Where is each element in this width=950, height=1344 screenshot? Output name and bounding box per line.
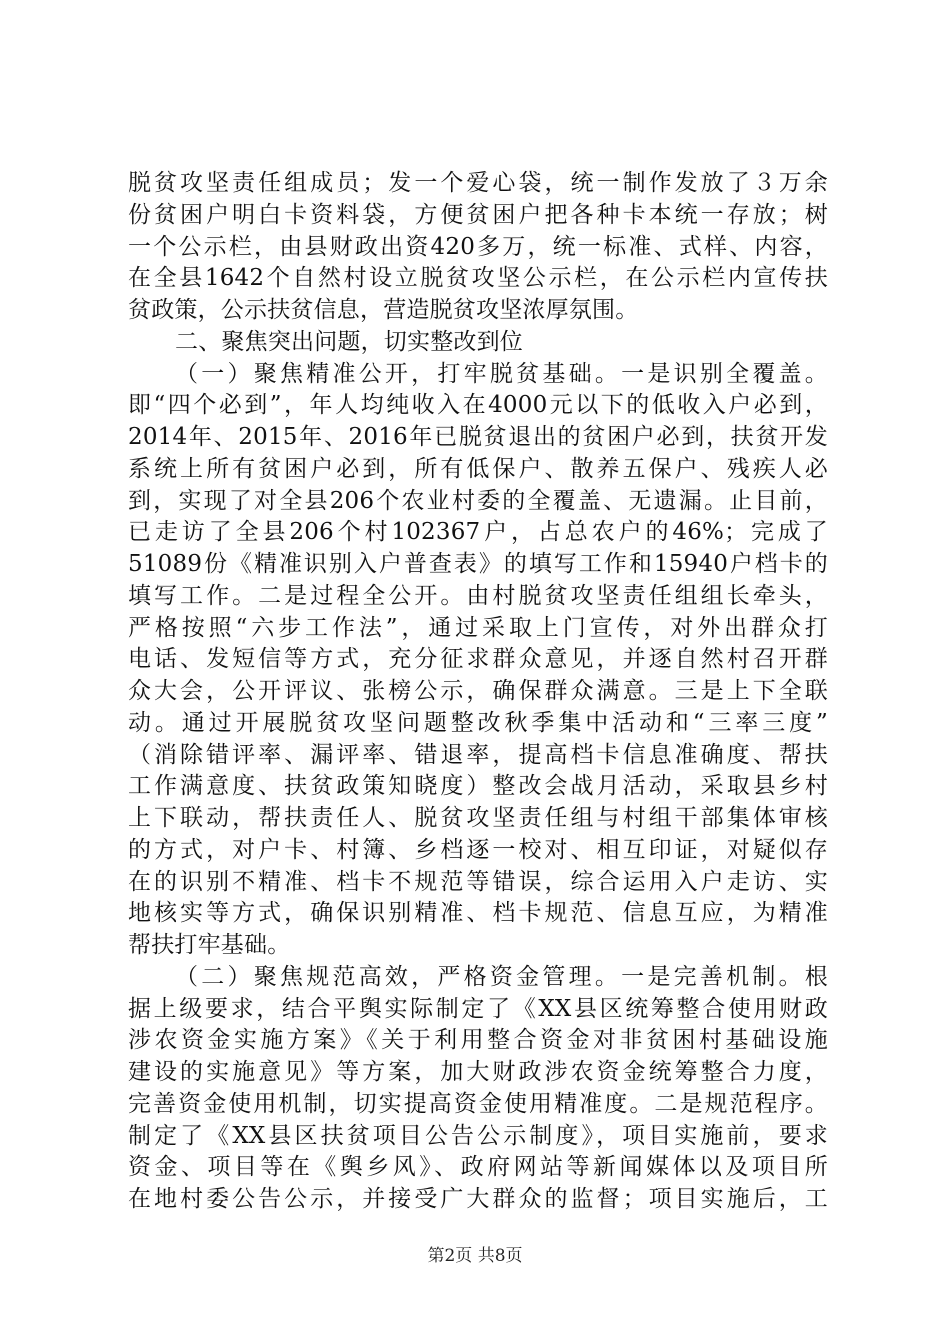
text-line: 系统上所有贫困户必到，所有低保户、散养五保户、残疾人必	[128, 455, 828, 482]
paragraph-start-line: （二）聚焦规范高效，严格资金管理。一是完善机制。根	[175, 963, 828, 990]
text-line: 到，实现了对全县206个农业村委的全覆盖、无遗漏。止目前，	[128, 487, 828, 514]
paragraph-start-line: （一）聚焦精准公开，打牢脱贫基础。一是识别全覆盖。	[175, 360, 828, 387]
text-line: 资金、项目等在《舆乡风》、政府网站等新闻媒体以及项目所	[128, 1154, 828, 1181]
text-line: 电话、发短信等方式，充分征求群众意见，并逐自然村召开群	[128, 646, 828, 673]
text-line: 脱贫攻坚责任组成员；发一个爱心袋，统一制作发放了３万余	[128, 170, 828, 196]
text-line: 众大会，公开评议、张榜公示，确保群众满意。三是上下全联	[128, 678, 828, 704]
text-line: 制定了《XX县区扶贫项目公告公示制度》，项目实施前，要求	[128, 1122, 828, 1149]
text-line: 即“四个必到”，年人均纯收入在4000元以下的低收入户必到，	[128, 392, 828, 419]
text-line: 的方式，对户卡、村簿、乡档逐一校对、相互印证，对疑似存	[128, 836, 828, 863]
text-line: 据上级要求，结合平舆实际制定了《XX县区统筹整合使用财政	[128, 995, 828, 1022]
page-number-footer: 第2页 共8页	[427, 1246, 523, 1266]
text-line: 地核实等方式，确保识别精准、档卡规范、信息互应，为精准	[128, 900, 828, 927]
text-line: 动。通过开展脱贫攻坚问题整改秋季集中活动和“三率三度”	[128, 709, 828, 736]
text-line: 2014年、2015年、2016年已脱贫退出的贫困户必到，扶贫开发	[128, 424, 828, 450]
text-line: 完善资金使用机制，切实提高资金使用精准度。二是规范程序。	[128, 1090, 828, 1117]
text-line: 在的识别不精准、档卡不规范等错误，综合运用入户走访、实	[128, 868, 828, 895]
text-line: （消除错评率、漏评率、错退率，提高档卡信息准确度、帮扶	[128, 741, 828, 768]
text-line: 建设的实施意见》等方案，加大财政涉农资金统筹整合力度，	[128, 1059, 828, 1085]
text-line: 份贫困户明白卡资料袋，方便贫困户把各种卡本统一存放；树	[128, 201, 828, 228]
text-line: 上下联动，帮扶责任人、脱贫攻坚责任组与村组干部集体审核	[128, 805, 828, 831]
section-heading: 二、聚焦突出问题，切实整改到位	[175, 328, 523, 355]
text-line: 涉农资金实施方案》《关于利用整合资金对非贫困村基础设施	[128, 1027, 828, 1054]
text-line: 工作满意度、扶贫政策知晓度）整改会战月活动，采取县乡村	[128, 773, 828, 800]
text-line: 严格按照“六步工作法”，通过采取上门宣传，对外出群众打	[128, 614, 828, 641]
text-line: 在地村委公告公示，并接受广大群众的监督；项目实施后，工	[128, 1186, 828, 1212]
text-line: 一个公示栏，由县财政出资420多万，统一标准、式样、内容，	[128, 233, 828, 260]
text-line: 填写工作。二是过程全公开。由村脱贫攻坚责任组组长牵头，	[128, 582, 828, 609]
body-text	[128, 168, 828, 1216]
text-line: 在全县1642个自然村设立脱贫攻坚公示栏，在公示栏内宣传扶	[128, 265, 828, 292]
text-line: 帮扶打牢基础。	[128, 932, 291, 958]
text-line: 51089份《精准识别入户普查表》的填写工作和15940户档卡的	[128, 551, 828, 577]
text-line: 贫政策，公示扶贫信息，营造脱贫攻坚浓厚氛围。	[128, 297, 639, 323]
text-line: 已走访了全县206个村102367户，占总农户的46%；完成了	[128, 519, 828, 546]
